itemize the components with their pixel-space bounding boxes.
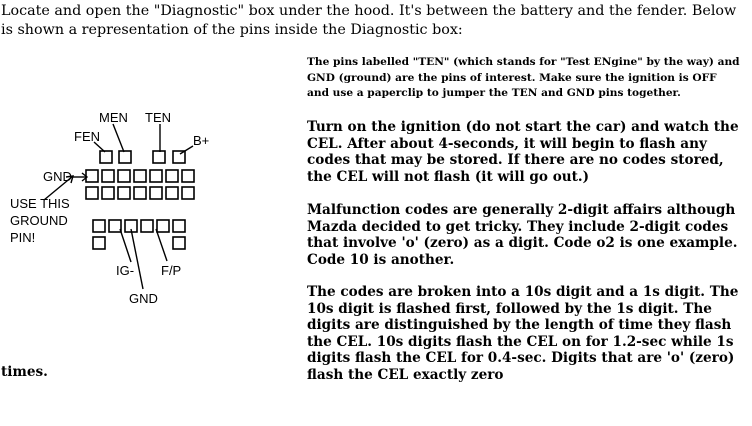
pin-men [119, 151, 131, 163]
label-fp: F/P [161, 263, 182, 278]
label-gnd-bottom: GND [129, 291, 158, 306]
ten-gnd-note: The pins labelled "TEN" (which stands for "Test ENgine" by the way) and GND (ground) are the pins of interest. Make sure the ignition is OFF and use a paperclip to jumper the TEN and GND pins together. [307, 56, 740, 99]
paragraph-tail: times. [1, 364, 48, 380]
ground-note-line-2: GROUND [10, 213, 68, 228]
diagnostic-pin-diagram [0, 100, 300, 330]
pin-gnd [86, 170, 98, 182]
ground-note-line-3: PIN! [10, 230, 36, 245]
label-men: MEN [99, 110, 128, 125]
label-ten: TEN [145, 110, 171, 125]
ground-note-line-1: USE THIS [10, 196, 70, 211]
paragraph-malfunction-codes: Malfunction codes are generally 2-digit affairs although Mazda decided to get tricky. They include 2-digit codes that involve 'o' (zero) as a digit. Code o2 is one example. Code 10 is another. [307, 202, 738, 268]
label-gnd-top: GND [43, 169, 72, 184]
label-fen: FEN [74, 129, 100, 144]
pin-fen [100, 151, 112, 163]
label-bplus: B+ [193, 133, 210, 148]
paragraph-ignition: Turn on the ignition (do not start the car) and watch the CEL. After about 4-seconds, it will begin to flash any codes that may be stored. If there are no codes stored, the CEL will not flash (it will go out.) [307, 119, 739, 185]
paragraph-code-digits: The codes are broken into a 10s digit and a 1s digit. The 10s digit is flashed first, followed by the 1s digit. The digits are distinguished by the length of time they flash the CEL. 10s digits flash the CEL on for 1.2-sec while 1s digits flash the CEL for 0.4-sec. Digits that are 'o' (zero) flash the CEL exactly zero [307, 284, 739, 383]
label-ig: IG- [116, 263, 135, 278]
intro-text: Locate and open the "Diagnostic" box under the hood. It's between the battery and the fender. Below is shown a representation of the pins inside the Diagnostic box: [1, 3, 737, 38]
pin-ten [153, 151, 165, 163]
